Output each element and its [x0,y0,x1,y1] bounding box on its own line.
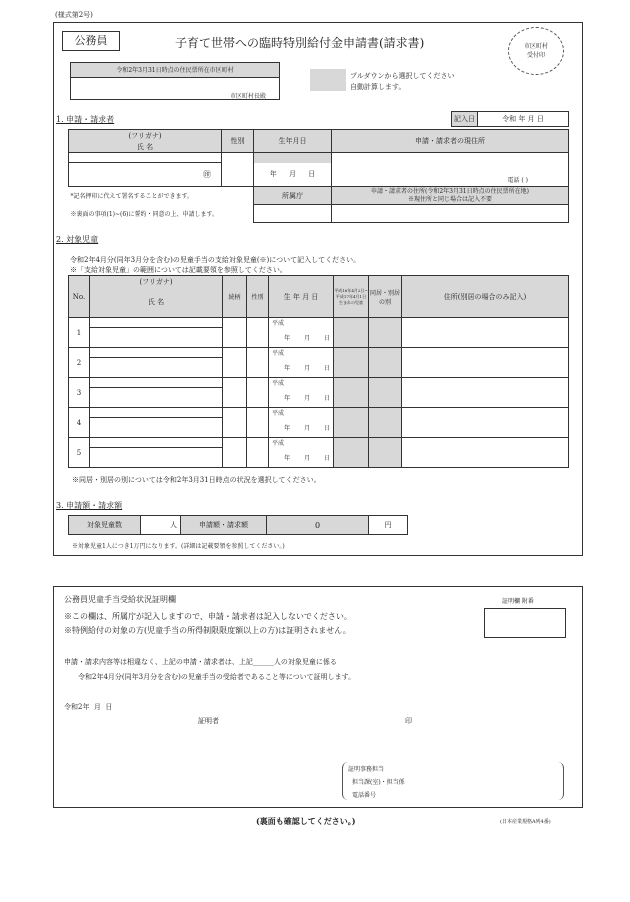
consent-note: ※裏面の事項(1)~(6)に誓約・同意の上、申請します。 [70,211,219,218]
dropdown-note-2: 自動計算します。 [350,83,406,91]
applicant-gender-field[interactable] [222,153,254,187]
contact-title: 証明事務担当 [348,766,385,773]
children-relation-header: 続柄 [223,276,247,318]
child-no: 4 [69,408,90,438]
children-gender-header: 性別 [247,276,269,318]
child-furigana-field[interactable] [90,438,223,448]
child-name-field[interactable] [90,358,223,378]
entry-date-field[interactable]: 令和 年 月 日 [478,112,569,127]
children-no-header: No. [69,276,90,318]
office-field[interactable] [254,205,332,223]
child-born-field[interactable] [334,408,369,438]
child-address-field[interactable] [402,318,569,348]
section2-intro-2: ※「支給対象児童」の範囲については記載要領を参照してください。 [70,266,287,274]
dropdown-sample [310,69,346,91]
child-furigana-field[interactable] [90,318,223,328]
child-name-field[interactable] [90,418,223,438]
children-name-header: 氏 名 [90,288,223,318]
section1-heading: 1. 申請・請求者 [56,115,115,124]
child-no: 1 [69,318,90,348]
children-cohab-header: 同居・別居の別 [369,276,402,318]
child-cohab-field[interactable] [369,318,402,348]
applicant-address-field[interactable] [332,153,569,187]
section3-heading: 3. 申請額・請求額 [56,501,123,510]
applicant-gender-header: 性別 [222,130,254,153]
child-name-field[interactable] [90,448,223,468]
child-era: 平成 [269,438,334,448]
phone-label: 電話 ( ) [507,177,528,184]
address2-line1: 申請・請求者の住所(令和2年3月31日時点の住民票所在地) [371,187,529,195]
child-cohab-field[interactable] [369,378,402,408]
child-dob-field[interactable]: 年 月 日 [269,448,334,468]
entry-date-table [451,111,569,127]
child-name-field[interactable] [90,388,223,408]
children-born-header: 平成16年4月2日~平成17年4月1日生まれの児童 [334,276,369,318]
children-table [68,275,569,468]
certificate-line-1: ※この欄は、所属庁が記入しますので、申請・請求者は記入しないでください。 [64,612,352,621]
form-number: (様式第2号) [55,11,93,19]
certifier-label: 証明者 [198,717,219,725]
address2-line2: ※現住所と同じ場合は記入不要 [407,195,492,203]
child-gender-field[interactable] [247,438,269,468]
child-relation-field[interactable] [223,438,247,468]
child-era: 平成 [269,408,334,418]
certificate-title: 公務員児童手当受給状況証明欄 [64,595,176,604]
certificate-line-4: 令和2年4月分(同年3月分を含む)の児童手当の受給者であること等について証明します。 [78,673,356,681]
children-furigana-header: (フリガナ) [90,276,223,288]
child-furigana-field[interactable] [90,378,223,388]
child-cohab-field[interactable] [369,408,402,438]
section2-intro-1: 令和2年4月分(同年3月分を含む)の児童手当の支給対象児童(※)について記入してください。 [70,256,361,264]
child-name-field[interactable] [90,328,223,348]
child-address-field[interactable] [402,378,569,408]
contact-dept: 担当課(室)・担当係 [352,779,405,786]
footer-note: (裏面も確認してください。) [256,816,356,826]
child-address-field[interactable] [402,438,569,468]
applicant-name-field[interactable] [69,163,222,187]
entry-date-label: 記入日 [452,112,478,127]
applicant-dob-header: 生年月日 [254,130,332,153]
reception-stamp: 市区町村 受付印 [508,27,564,75]
applicant-name-header: 氏 名 [69,142,222,153]
certificate-date: 令和2年 月 日 [64,703,113,711]
child-relation-field[interactable] [223,408,247,438]
child-born-field[interactable] [334,438,369,468]
child-dob-field[interactable]: 年 月 日 [269,328,334,348]
child-count-label: 対象児童数 [69,516,141,535]
applicant-dob-field[interactable]: 年 月 日 [254,163,332,187]
applicant-furigana-header: (フリガナ) [69,130,222,142]
child-gender-field[interactable] [247,408,269,438]
paper-size-note: (日本産業規格A列4番) [500,819,551,825]
address2-field[interactable] [332,205,569,223]
children-dob-header: 生 年 月 日 [269,276,334,318]
child-address-field[interactable] [402,348,569,378]
certificate-number-field[interactable] [484,608,566,638]
contact-phone: 電話番号 [352,792,377,799]
child-gender-field[interactable] [247,378,269,408]
child-dob-field[interactable]: 年 月 日 [269,358,334,378]
applicant-furigana-field[interactable] [69,153,222,163]
amount-table [68,515,408,535]
child-gender-field[interactable] [247,348,269,378]
child-relation-field[interactable] [223,348,247,378]
page-title: 子育て世帯への臨時特別給付金申請書(請求書) [175,36,425,50]
children-address-header: 住所(別居の場合のみ記入) [402,276,569,318]
amount-unit: 円 [369,516,408,535]
seal-note: *記名押印に代えて署名することができます。 [70,193,194,201]
applicant-table [68,129,569,223]
child-relation-field[interactable] [223,378,247,408]
child-count-unit: 人 [170,521,177,529]
section2-heading: 2. 対象児童 [56,235,99,244]
mayor-label: 市区町村長殿 [230,93,267,100]
certificate-number-label: 証明欄 附番 [502,598,534,605]
seal-mark: ㊞ [203,170,211,179]
child-furigana-field[interactable] [90,348,223,358]
office-header: 所属庁 [254,187,332,205]
child-cohab-field[interactable] [369,438,402,468]
certificate-line-2: ※特例給付の対象の方(児童手当の所得制限限度額以上の方)は証明されません。 [64,626,351,635]
child-cohab-field[interactable] [369,348,402,378]
child-era: 平成 [269,318,334,328]
child-count-field[interactable] [141,516,181,535]
child-era: 平成 [269,378,334,388]
certificate-line-3: 申請・請求内容等は相違なく、上記の申請・請求者は、上記______人の対象児童に係る [64,658,337,666]
child-born-field[interactable] [334,318,369,348]
municipality-label: 令和2年3月31日時点の住民票所在市区町村 [70,62,280,78]
section2-footnote: ※同居・別居の別については令和2年3月31日時点の状況を選択してください。 [72,476,321,484]
child-born-field[interactable] [334,378,369,408]
certifier-seal: 印 [405,717,412,725]
child-no: 2 [69,348,90,378]
child-relation-field[interactable] [223,318,247,348]
child-dob-field[interactable]: 年 月 日 [269,418,334,438]
amount-value: 0 [267,516,369,535]
dropdown-note-1: プルダウンから選択してください [350,72,455,80]
amount-label: 申請額・請求額 [181,516,267,535]
child-era: 平成 [269,348,334,358]
address2-header [332,187,569,205]
child-born-field[interactable] [334,348,369,378]
applicant-era-field[interactable] [254,153,332,163]
applicant-address-header: 申請・請求者の現住所 [332,130,569,153]
child-furigana-field[interactable] [90,408,223,418]
child-no: 3 [69,378,90,408]
civil-servant-badge: 公務員 [62,31,120,51]
child-gender-field[interactable] [247,318,269,348]
child-address-field[interactable] [402,408,569,438]
child-no: 5 [69,438,90,468]
section3-note: ※対象児童1人につき1万円になります。(詳細は記載要領を参照してください。) [72,543,285,550]
child-dob-field[interactable]: 年 月 日 [269,388,334,408]
